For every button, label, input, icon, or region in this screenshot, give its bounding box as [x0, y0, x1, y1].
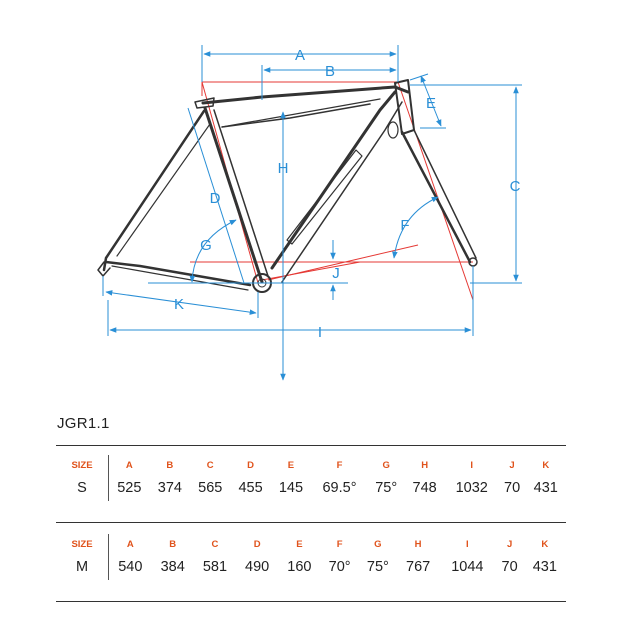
col-b: B	[169, 538, 177, 550]
value-f: 69.5°	[322, 480, 357, 496]
col-f: F	[336, 459, 343, 471]
value-b: 384	[160, 559, 185, 575]
column-header-row	[56, 455, 566, 475]
label-a: A	[294, 47, 306, 64]
value-b: 374	[157, 480, 182, 496]
value-a: 540	[118, 559, 143, 575]
table-row-s	[56, 475, 566, 501]
table-mid-rule	[56, 522, 566, 523]
value-g: 75°	[375, 480, 398, 496]
value-d: 490	[245, 559, 270, 575]
col-e: E	[296, 538, 303, 550]
size-value: S	[56, 475, 109, 501]
table-row-m	[56, 554, 566, 580]
value-i: 1044	[451, 559, 484, 575]
col-k: K	[542, 459, 550, 471]
col-j: J	[509, 459, 515, 471]
column-header-row	[56, 534, 566, 554]
geometry-table-size-s	[56, 455, 566, 501]
value-e: 145	[278, 480, 304, 496]
col-h: H	[421, 459, 429, 471]
table-bottom-rule	[56, 601, 566, 602]
col-j: J	[506, 538, 513, 550]
value-c: 565	[198, 480, 223, 496]
label-d: D	[209, 190, 221, 207]
col-g: G	[382, 459, 390, 471]
value-c: 581	[202, 559, 228, 575]
col-k: K	[541, 538, 549, 550]
col-h: H	[414, 538, 422, 550]
col-i: I	[466, 538, 469, 550]
table-top-rule	[56, 445, 566, 446]
label-c: C	[509, 178, 521, 195]
col-c: C	[211, 538, 219, 550]
label-k: K	[173, 296, 185, 313]
value-h: 748	[412, 480, 437, 496]
label-j: J	[332, 265, 340, 282]
label-f: F	[400, 217, 410, 234]
col-g: G	[374, 538, 382, 550]
size-value: M	[56, 554, 109, 580]
label-h: H	[277, 160, 289, 177]
label-b: B	[324, 63, 336, 80]
value-j: 70	[501, 559, 518, 575]
col-d: D	[247, 459, 255, 471]
size-header: SIZE	[56, 534, 109, 554]
label-e: E	[425, 95, 437, 112]
col-b: B	[166, 459, 174, 471]
value-k: 431	[532, 559, 557, 575]
value-g: 75°	[366, 559, 389, 575]
col-f: F	[336, 538, 343, 550]
value-e: 160	[287, 559, 312, 575]
label-i: I	[317, 324, 323, 341]
col-d: D	[253, 538, 261, 550]
value-j: 70	[504, 480, 521, 496]
col-a: A	[125, 459, 133, 471]
value-d: 455	[238, 480, 263, 496]
model-name: JGR1.1	[57, 415, 110, 432]
value-f: 70°	[328, 559, 351, 575]
col-i: I	[470, 459, 474, 471]
col-c: C	[206, 459, 214, 471]
col-e: E	[287, 459, 295, 471]
value-i: 1032	[455, 480, 488, 496]
size-header: SIZE	[56, 455, 109, 475]
value-h: 767	[406, 559, 431, 575]
dimension-lines	[103, 45, 522, 380]
col-a: A	[126, 538, 134, 550]
geometry-table-size-m	[56, 534, 566, 580]
label-g: G	[200, 237, 212, 254]
value-k: 431	[533, 480, 558, 496]
value-a: 525	[117, 480, 142, 496]
bike-frame	[98, 80, 477, 292]
